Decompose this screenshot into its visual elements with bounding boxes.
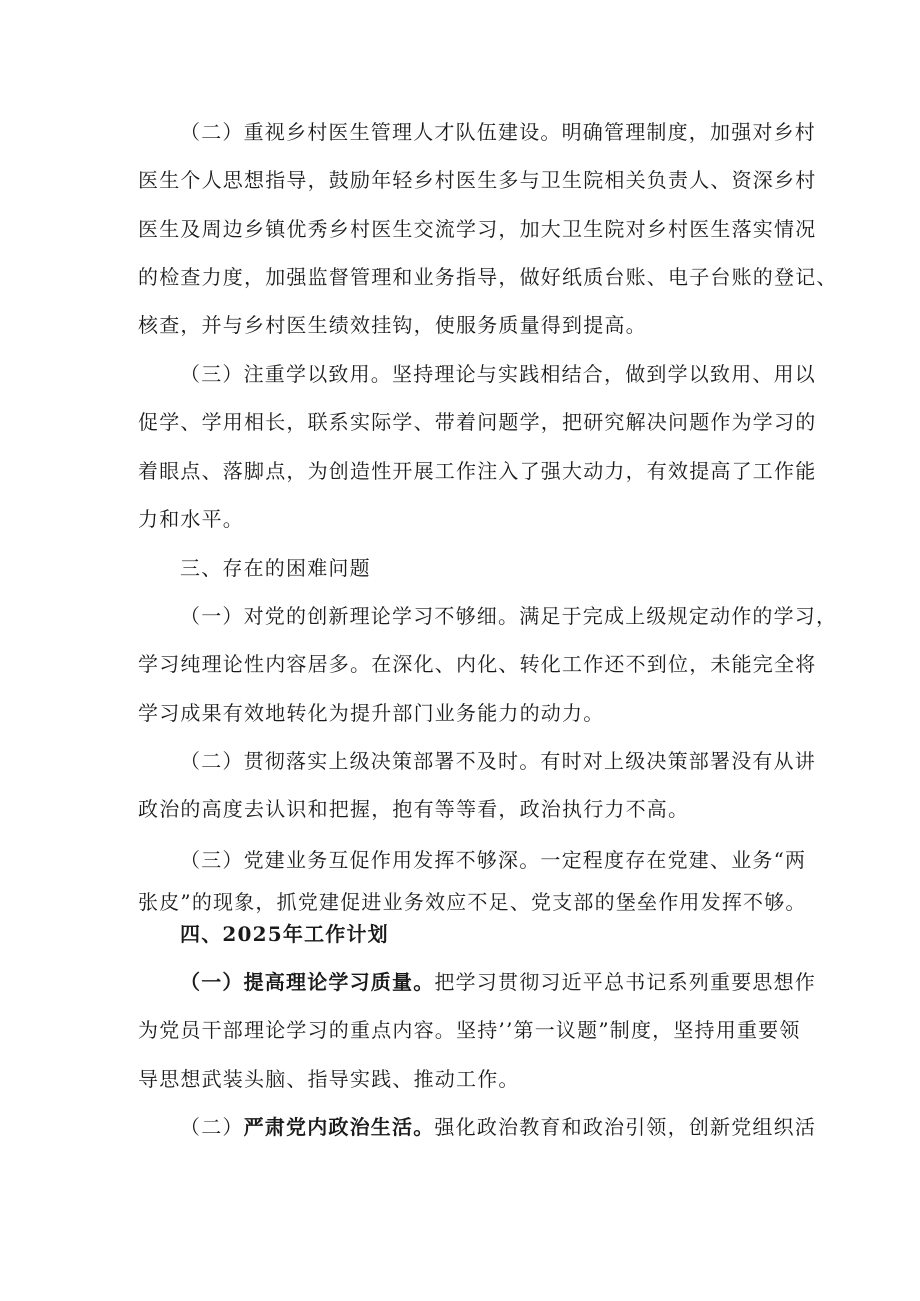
text-line: 张皮”的现象，抓党建促进业务效应不足、党支部的堡垒作用发挥不够。 [138, 890, 807, 914]
section-heading-problems [138, 544, 798, 592]
paragraph-implementation [138, 737, 816, 834]
text-line: （二）贯彻落实上级决策部署不及时。有时对上级决策部署没有从讲 [180, 749, 816, 773]
paragraph-learn-apply [138, 350, 817, 543]
text-line [138, 958, 817, 1006]
section-heading: 四、2025年工作计划 [180, 922, 389, 946]
text-run: （二） [180, 1115, 244, 1139]
text-line: 为党员干部理论学习的重点内容。坚持’’第一议题”制度，坚持用重要领 [138, 1018, 801, 1043]
bold-lead: （一）提高理论学习质量。 [180, 970, 435, 994]
text-line: 政治的高度去认识和把握，抱有等等看，政治执行力不高。 [138, 797, 690, 822]
text-line: 的检查力度，加强监督管理和业务指导，做好纸质台账、电子台账的登记、 [138, 264, 838, 289]
text-line: （二）重视乡村医生管理人才队伍建设。明确管理制度，加强对乡村 [180, 120, 816, 144]
text-line: 促学、学用相长，联系实际学、带着问题学，把研究解决问题作为学习的 [138, 410, 817, 435]
paragraph-rural-doctor-team [138, 108, 838, 349]
text-line: 医生个人思想指导，鼓励年轻乡村医生多与卫生院相关负责人、资深乡村 [138, 168, 817, 193]
section-heading-plan [138, 910, 798, 958]
paragraph-theory-study [138, 592, 838, 737]
text-line: （三）党建业务互促作用发挥不够深。一定程度存在党建、业务“两 [180, 848, 807, 872]
bold-lead: 严肃党内政治生活。 [243, 1115, 435, 1139]
paragraph-party-life [138, 1103, 817, 1151]
text-line: （三）注重学以致用。坚持理论与实践相结合，做到学以致用、用以 [180, 362, 816, 386]
text-line: 导思想武装头脑、指导实践、推动工作。 [138, 1066, 520, 1091]
text-line: 学习纯理论性内容居多。在深化、内化、转化工作还不到位，未能完全将 [138, 652, 817, 677]
paragraph-theory-quality [138, 958, 817, 1103]
text-line: 学习成果有效地转化为提升部门业务能力的动力。 [138, 700, 605, 725]
text-line: 力和水平。 [138, 506, 244, 531]
text-line: 着眼点、落脚点，为创造性开展工作注入了强大动力，有效提高了工作能 [138, 458, 817, 483]
text-line: 核查，并与乡村医生绩效挂钩，使服务质量得到提高。 [138, 313, 647, 338]
text-run: 强化政治教育和政治引领，创新党组织活 [434, 1115, 817, 1139]
text-line [138, 1103, 817, 1151]
text-line: 医生及周边乡镇优秀乡村医生交流学习，加大卫生院对乡村医生落实情况 [138, 216, 817, 241]
text-line: （一）对党的创新理论学习不够细。满足于完成上级规定动作的学习， [180, 604, 838, 628]
section-heading: 三、存在的困难问题 [180, 556, 371, 580]
text-run: 把学习贯彻习近平总书记系列重要思想作 [434, 970, 817, 994]
